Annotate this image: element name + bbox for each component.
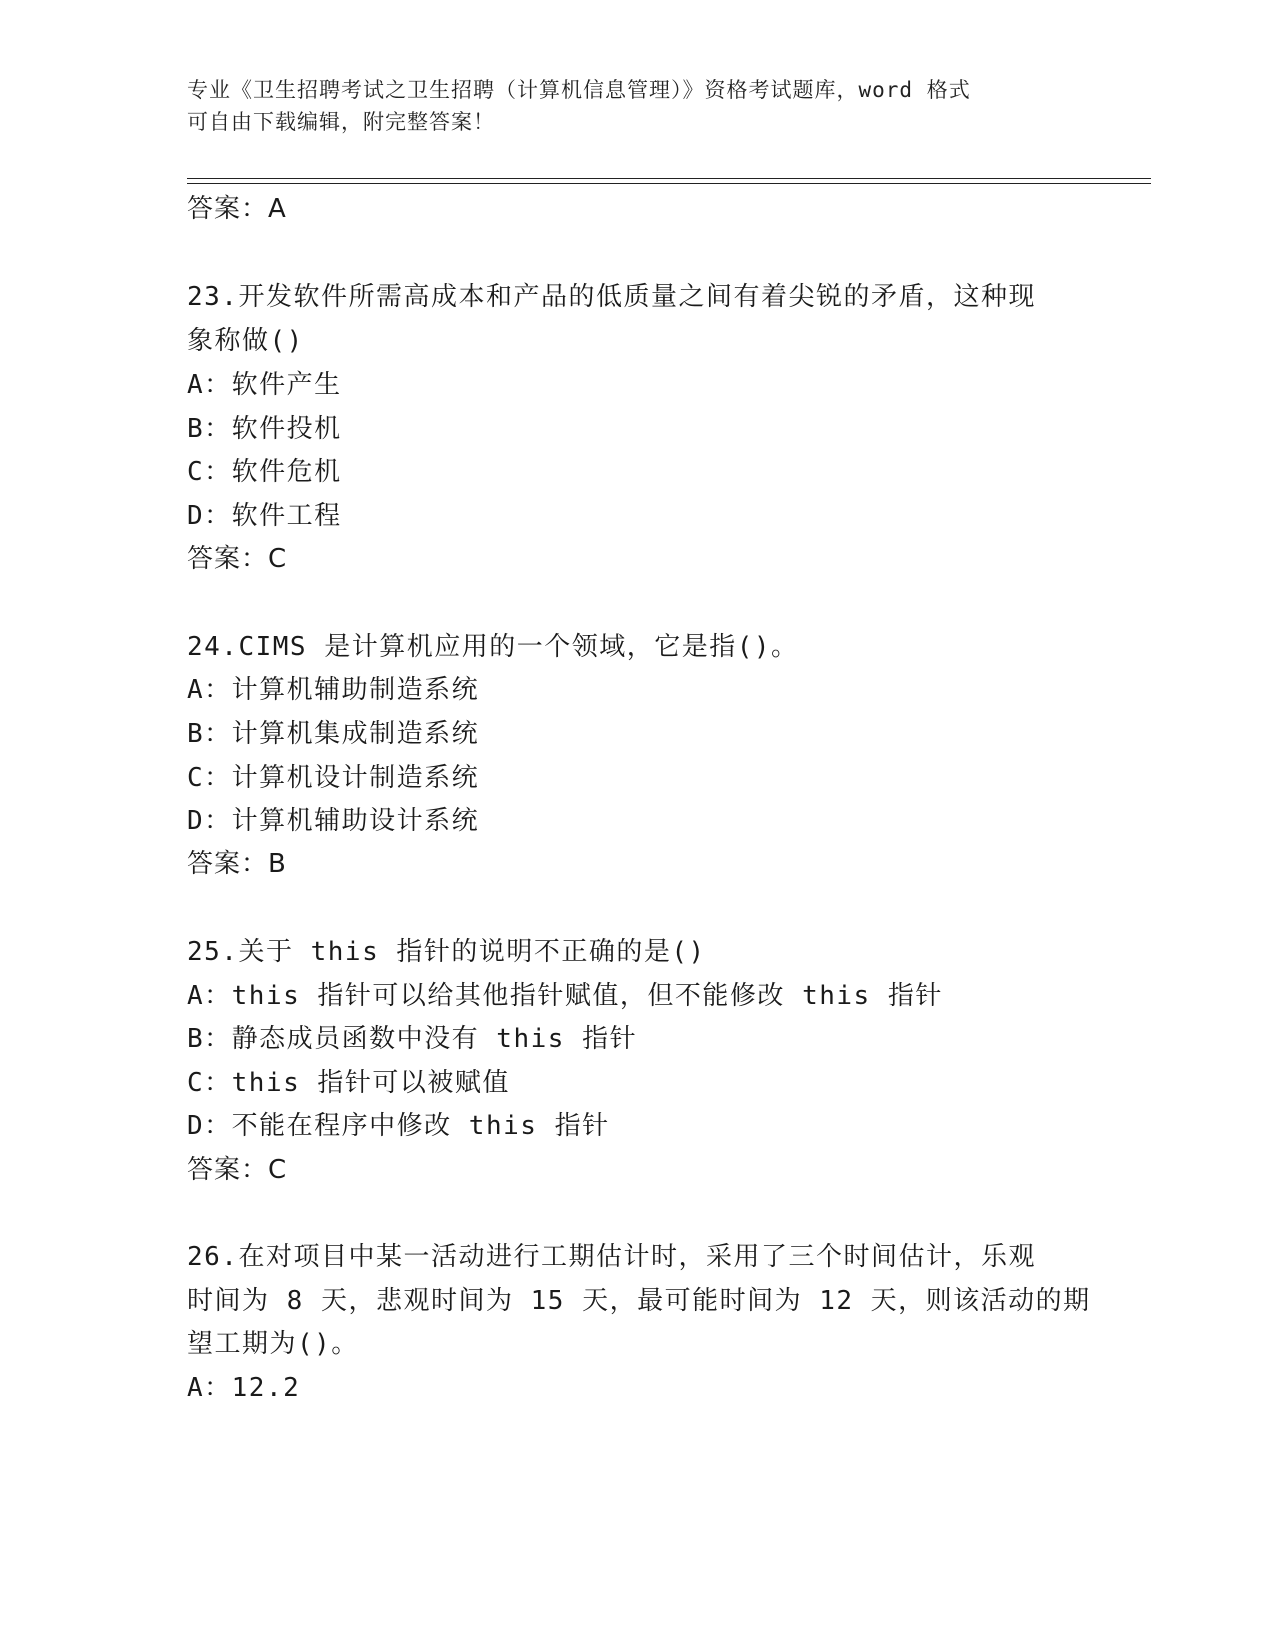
question-24-option-d: D：计算机辅助设计系统 [187,806,480,836]
document-header [187,74,1067,138]
question-25-answer: 答案：C [187,1155,288,1185]
question-24-stem-line-1: 24.CIMS 是计算机应用的一个领域，它是指()。 [187,632,799,662]
question-23-stem-line-1: 23.开发软件所需高成本和产品的低质量之间有着尖锐的矛盾，这种现 [187,282,1036,312]
question-24-option-c: C：计算机设计制造系统 [187,763,480,793]
question-23-option-c: C：软件危机 [187,457,342,487]
question-25-option-a: A：this 指针可以给其他指针赋值，但不能修改 this 指针 [187,981,943,1011]
question-26-stem-line-1: 26.在对项目中某一活动进行工期估计时，采用了三个时间估计，乐观 [187,1242,1036,1272]
header-divider-bottom [187,183,1151,184]
header-line-1: 专业《卫生招聘考试之卫生招聘（计算机信息管理）》资格考试题库，word 格式 [187,78,971,102]
question-25-option-d: D：不能在程序中修改 this 指针 [187,1111,610,1141]
question-26-stem-line-3: 望工期为()。 [187,1329,359,1359]
question-25-stem-line-1: 25.关于 this 指针的说明不正确的是() [187,937,706,967]
question-24-answer: 答案：B [187,849,287,879]
question-25-option-c: C：this 指针可以被赋值 [187,1068,510,1098]
question-23-option-d: D：软件工程 [187,501,342,531]
question-23-option-b: B：软件投机 [187,414,342,444]
previous-answer: 答案：A [187,194,287,224]
header-line-2: 可自由下载编辑，附完整答案！ [187,110,495,134]
question-25-option-b: B：静态成员函数中没有 this 指针 [187,1024,638,1054]
question-23-answer: 答案：C [187,544,288,574]
question-24-option-a: A：计算机辅助制造系统 [187,675,480,705]
question-26-stem-line-2: 时间为 8 天，悲观时间为 15 天，最可能时间为 12 天，则该活动的期 [187,1286,1091,1316]
question-24-option-b: B：计算机集成制造系统 [187,719,480,749]
header-divider-top [187,178,1151,179]
question-23-option-a: A：软件产生 [187,370,342,400]
question-23-stem-line-2: 象称做() [187,326,304,356]
question-26-option-a: A：12.2 [187,1373,301,1403]
